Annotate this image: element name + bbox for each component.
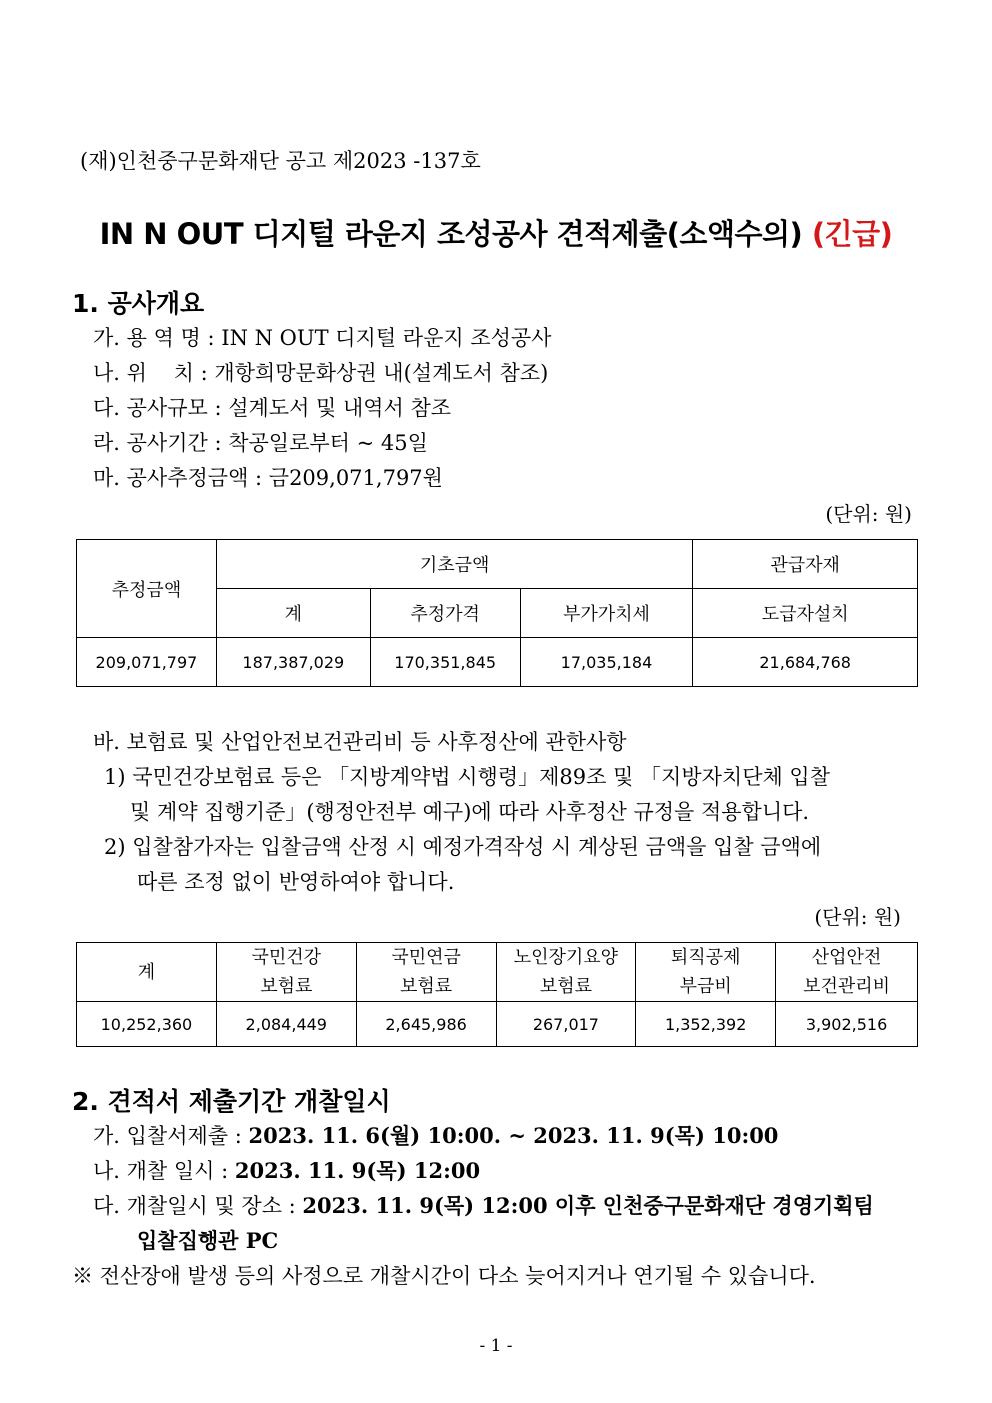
header-pension-insurance: 국민연금 보험료 (356, 943, 496, 1002)
settlement-note-2-line1: 2) 입찰참가자는 입찰금액 산정 시 예정가격작성 시 계상된 금액을 입찰 금액에 (104, 835, 822, 859)
header-retirement-mutual-aid: 퇴직공제 부금비 (636, 943, 776, 1002)
insurance-section-item: 바. 보험료 및 산업안전보건관리비 등 사후정산에 관한사항 (93, 730, 627, 754)
header-total: 계 (216, 589, 370, 638)
table-cell: 3,902,516 (776, 1002, 918, 1047)
delay-note: ※ 전산장애 발생 등의 사정으로 개찰시간이 다소 늦어지거나 연기될 수 있습니다. (72, 1264, 816, 1288)
opening-place: 다. 개찰일시 및 장소 : 2023. 11. 9(목) 12:00 이후 인천중구문화재단 경영기획팀 (93, 1193, 874, 1218)
header-base-amount: 기초금액 (216, 540, 692, 589)
notice-number: (재)인천중구문화재단 공고 제2023 -137호 (80, 149, 481, 173)
table-cell: 2,645,986 (356, 1002, 496, 1047)
title-main: IN N OUT 디지털 라운지 조성공사 견적제출(소액수의) (99, 217, 812, 251)
table-cell: 170,351,845 (370, 638, 520, 687)
table-cell: 10,252,360 (77, 1002, 217, 1047)
table-row (77, 638, 918, 687)
overview-item-name: 가. 용 역 명 : IN N OUT 디지털 라운지 조성공사 (93, 326, 552, 350)
settlement-note-1-line2: 및 계약 집행기준」(행정안전부 예구)에 따라 사후정산 규정을 적용합니다. (130, 800, 810, 824)
table-cell: 1,352,392 (636, 1002, 776, 1047)
table-cell: 21,684,768 (693, 638, 918, 687)
header-estimated-amount: 추정금액 (77, 540, 217, 638)
header-safety-management: 산업안전 보건관리비 (776, 943, 918, 1002)
table-row (77, 1002, 918, 1047)
submission-period: 가. 입찰서제출 : 2023. 11. 6(월) 10:00. ~ 2023. 11. 9(목) 10:00 (93, 1123, 779, 1148)
table-cell: 17,035,184 (520, 638, 693, 687)
page-title (0, 212, 992, 253)
section2-heading: 2. 견적서 제출기간 개찰일시 (72, 1087, 391, 1116)
unit-label-2: (단위: 원) (814, 905, 901, 929)
table-cell: 187,387,029 (216, 638, 370, 687)
header-longterm-care-insurance: 노인장기요양 보험료 (496, 943, 636, 1002)
table-cell: 209,071,797 (77, 638, 217, 687)
settlement-note-2-line2: 따른 조정 없이 반영하여야 합니다. (137, 870, 455, 894)
overview-item-location: 나. 위 치 : 개항희망문화상권 내(설계도서 참조) (93, 361, 549, 385)
header-supplied-materials: 관급자재 (693, 540, 918, 589)
opening-place-cont: 입찰집행관 PC (137, 1228, 279, 1253)
estimate-table (76, 539, 918, 687)
header-contractor-install: 도급자설치 (693, 589, 918, 638)
header-vat: 부가가치세 (520, 589, 693, 638)
section1-heading: 1. 공사개요 (72, 289, 205, 318)
header-estimated-price: 추정가격 (370, 589, 520, 638)
overview-item-scale: 다. 공사규모 : 설계도서 및 내역서 참조 (93, 396, 452, 420)
urgent-label: (긴급) (811, 217, 893, 251)
table-cell: 267,017 (496, 1002, 636, 1047)
overview-item-period: 라. 공사기간 : 착공일로부터 ~ 45일 (93, 431, 428, 455)
page-number: - 1 - (479, 1336, 513, 1356)
overview-item-amount: 마. 공사추정금액 : 금209,071,797원 (93, 466, 443, 490)
unit-label: (단위: 원) (825, 502, 912, 526)
table-cell: 2,084,449 (216, 1002, 356, 1047)
insurance-table (76, 942, 918, 1047)
opening-time: 나. 개찰 일시 : 2023. 11. 9(목) 12:00 (93, 1158, 481, 1183)
header-total: 계 (77, 943, 217, 1002)
settlement-note-1-line1: 1) 국민건강보험료 등은 「지방계약법 시행령」제89조 및 「지방자치단체 입찰 (104, 765, 831, 789)
header-health-insurance: 국민건강 보험료 (216, 943, 356, 1002)
